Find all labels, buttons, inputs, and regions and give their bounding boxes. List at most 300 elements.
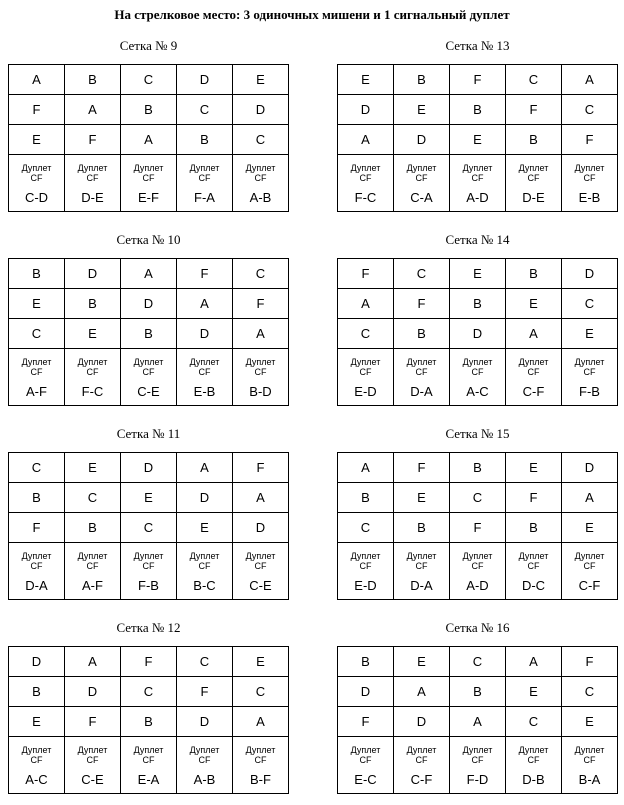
grid-title: Сетка № 11 (116, 426, 181, 441)
duplet-pair: D-B (522, 772, 545, 787)
duplet-label: Дуплет (245, 357, 276, 367)
duplet-pair: D-A (410, 384, 433, 399)
grid-table (337, 646, 618, 794)
target-cell: A (394, 677, 450, 707)
duplet-label: Дуплет (189, 357, 220, 367)
target-row (338, 259, 618, 289)
target-cell: D (65, 259, 121, 289)
duplet-pair: C-E (137, 384, 160, 399)
duplet-cell (65, 543, 121, 600)
target-cell: F (450, 65, 506, 95)
grid-table (8, 258, 289, 406)
duplet-sublabel: CF (254, 561, 267, 571)
duplet-sublabel: CF (359, 173, 372, 183)
duplet-cell (177, 349, 233, 406)
duplet-pair: C-E (81, 772, 104, 787)
target-cell: A (177, 289, 233, 319)
duplet-pair: A-B (193, 772, 216, 787)
target-cell: E (9, 707, 65, 737)
target-cell: D (121, 289, 177, 319)
duplet-label: Дуплет (518, 551, 549, 561)
duplet-sublabel: CF (583, 173, 596, 183)
target-cell: D (562, 453, 618, 483)
duplet-label: Дуплет (518, 163, 549, 173)
target-cell: A (233, 707, 289, 737)
duplet-sublabel: CF (415, 367, 428, 377)
duplet-label: Дуплет (462, 163, 493, 173)
duplet-pair: A-F (82, 578, 103, 593)
duplet-cell (562, 349, 618, 406)
target-cell: C (9, 453, 65, 483)
duplet-pair: F-B (579, 384, 600, 399)
duplet-pair: F-D (466, 772, 489, 787)
target-cell: A (450, 707, 506, 737)
target-cell: A (65, 647, 121, 677)
duplet-pair: B-A (578, 772, 601, 787)
target-cell: C (65, 483, 121, 513)
target-cell: F (9, 513, 65, 543)
target-cell: F (177, 259, 233, 289)
target-row (338, 65, 618, 95)
duplet-sublabel: CF (142, 561, 155, 571)
duplet-cell (65, 349, 121, 406)
duplet-label: Дуплет (406, 745, 437, 755)
duplet-label: Дуплет (245, 551, 276, 561)
duplet-cell (562, 543, 618, 600)
target-cell: C (562, 289, 618, 319)
target-cell: D (338, 95, 394, 125)
grid-title: Сетка № 16 (445, 620, 510, 635)
duplet-pair: C-F (578, 578, 601, 593)
duplet-row (338, 349, 618, 406)
duplet-pair: A-D (466, 190, 489, 205)
duplet-cell (9, 543, 65, 600)
duplet-sublabel: CF (198, 367, 211, 377)
target-cell: A (562, 483, 618, 513)
duplet-label: Дуплет (21, 163, 52, 173)
grid-block (337, 425, 618, 600)
duplet-label: Дуплет (133, 357, 164, 367)
target-cell: A (121, 259, 177, 289)
duplet-sublabel: CF (198, 173, 211, 183)
duplet-cell (233, 543, 289, 600)
target-cell: B (506, 125, 562, 155)
target-cell: B (506, 259, 562, 289)
duplet-sublabel: CF (471, 367, 484, 377)
duplet-pair: E-D (354, 578, 377, 593)
duplet-pair: D-C (521, 578, 546, 593)
duplet-label: Дуплет (350, 357, 381, 367)
duplet-label: Дуплет (245, 163, 276, 173)
duplet-label: Дуплет (77, 357, 108, 367)
duplet-cell (121, 349, 177, 406)
target-row (9, 453, 289, 483)
duplet-cell (394, 155, 450, 212)
target-cell: E (562, 319, 618, 349)
target-cell: B (65, 289, 121, 319)
duplet-pair: A-F (26, 384, 47, 399)
duplet-cell (338, 737, 394, 794)
target-cell: E (121, 483, 177, 513)
duplet-cell (506, 155, 562, 212)
target-row (9, 95, 289, 125)
duplet-row (338, 737, 618, 794)
target-cell: D (9, 647, 65, 677)
target-cell: B (394, 65, 450, 95)
duplet-label: Дуплет (77, 745, 108, 755)
target-cell: F (233, 453, 289, 483)
target-cell: A (338, 125, 394, 155)
grid-table (337, 258, 618, 406)
duplet-sublabel: CF (471, 561, 484, 571)
duplet-cell (338, 349, 394, 406)
target-cell: E (506, 677, 562, 707)
duplet-sublabel: CF (527, 755, 540, 765)
target-cell: A (506, 319, 562, 349)
target-cell: E (394, 483, 450, 513)
duplet-label: Дуплет (189, 551, 220, 561)
target-cell: F (9, 95, 65, 125)
duplet-label: Дуплет (21, 745, 52, 755)
grid-table (8, 452, 289, 600)
target-cell: D (450, 319, 506, 349)
duplet-cell (121, 155, 177, 212)
target-row (338, 453, 618, 483)
duplet-cell (65, 737, 121, 794)
duplet-cell (338, 155, 394, 212)
target-cell: B (177, 125, 233, 155)
target-cell: F (506, 483, 562, 513)
duplet-cell (562, 737, 618, 794)
target-cell: D (233, 95, 289, 125)
duplet-sublabel: CF (142, 367, 155, 377)
duplet-label: Дуплет (462, 357, 493, 367)
target-cell: E (233, 647, 289, 677)
duplet-pair: C-A (410, 190, 433, 205)
duplet-sublabel: CF (142, 755, 155, 765)
duplet-cell (233, 349, 289, 406)
duplet-row (9, 737, 289, 794)
duplet-label: Дуплет (462, 745, 493, 755)
target-cell: C (338, 513, 394, 543)
target-cell: B (338, 483, 394, 513)
duplet-cell (9, 737, 65, 794)
target-cell: B (65, 513, 121, 543)
target-cell: A (562, 65, 618, 95)
target-cell: E (233, 65, 289, 95)
target-cell: E (9, 289, 65, 319)
duplet-label: Дуплет (574, 745, 605, 755)
target-cell: D (65, 677, 121, 707)
grid-title: Сетка № 14 (445, 232, 510, 247)
duplet-cell (338, 543, 394, 600)
target-cell: E (506, 453, 562, 483)
target-cell: D (562, 259, 618, 289)
target-cell: B (450, 95, 506, 125)
target-cell: C (394, 259, 450, 289)
duplet-sublabel: CF (415, 561, 428, 571)
duplet-label: Дуплет (350, 551, 381, 561)
target-row (338, 677, 618, 707)
duplet-label: Дуплет (133, 745, 164, 755)
grid-block (8, 37, 289, 212)
grid-title: Сетка № 10 (116, 232, 181, 247)
duplet-sublabel: CF (142, 173, 155, 183)
target-cell: E (450, 125, 506, 155)
duplet-cell (121, 543, 177, 600)
target-cell: B (65, 65, 121, 95)
duplet-sublabel: CF (86, 755, 99, 765)
target-cell: F (65, 707, 121, 737)
target-cell: F (450, 513, 506, 543)
target-cell: B (121, 319, 177, 349)
duplet-cell (394, 543, 450, 600)
grid-block (337, 37, 618, 212)
target-cell: A (9, 65, 65, 95)
duplet-cell (9, 349, 65, 406)
grid-block (8, 231, 289, 406)
duplet-pair: C-D (24, 190, 49, 205)
duplet-sublabel: CF (198, 561, 211, 571)
duplet-label: Дуплет (574, 357, 605, 367)
target-cell: E (394, 95, 450, 125)
target-cell: F (562, 125, 618, 155)
target-row (338, 513, 618, 543)
target-cell: F (562, 647, 618, 677)
target-cell: A (338, 289, 394, 319)
target-cell: C (233, 125, 289, 155)
duplet-pair: F-A (194, 190, 215, 205)
duplet-pair: A-C (466, 384, 489, 399)
duplet-pair: B-F (250, 772, 271, 787)
duplet-sublabel: CF (86, 173, 99, 183)
target-cell: F (177, 677, 233, 707)
grid-title: Сетка № 9 (119, 38, 178, 53)
grid-table (337, 452, 618, 600)
duplet-sublabel: CF (198, 755, 211, 765)
duplet-pair: C-E (249, 578, 272, 593)
target-row (338, 483, 618, 513)
duplet-cell (562, 155, 618, 212)
target-cell: F (121, 647, 177, 677)
duplet-sublabel: CF (359, 561, 372, 571)
duplet-pair: E-A (137, 772, 160, 787)
duplet-cell (450, 543, 506, 600)
grid-block (337, 619, 618, 794)
duplet-sublabel: CF (254, 173, 267, 183)
target-cell: E (177, 513, 233, 543)
duplet-sublabel: CF (415, 755, 428, 765)
duplet-pair: B-C (193, 578, 216, 593)
duplet-label: Дуплет (406, 163, 437, 173)
duplet-pair: E-C (354, 772, 377, 787)
grid-block (8, 425, 289, 600)
duplet-label: Дуплет (350, 163, 381, 173)
duplet-cell (177, 155, 233, 212)
duplet-sublabel: CF (527, 561, 540, 571)
duplet-label: Дуплет (133, 163, 164, 173)
duplet-label: Дуплет (21, 551, 52, 561)
duplet-sublabel: CF (254, 367, 267, 377)
target-cell: C (450, 647, 506, 677)
target-row (9, 65, 289, 95)
target-cell: C (121, 513, 177, 543)
target-cell: E (562, 707, 618, 737)
target-row (338, 95, 618, 125)
target-cell: E (450, 259, 506, 289)
target-row (338, 647, 618, 677)
duplet-cell (450, 349, 506, 406)
target-cell: C (562, 95, 618, 125)
target-cell: D (177, 319, 233, 349)
target-cell: C (121, 677, 177, 707)
target-cell: B (450, 453, 506, 483)
target-row (9, 513, 289, 543)
duplet-sublabel: CF (30, 755, 43, 765)
duplet-row (338, 543, 618, 600)
duplet-sublabel: CF (30, 367, 43, 377)
target-cell: D (233, 513, 289, 543)
duplet-cell (394, 349, 450, 406)
duplet-pair: B-D (249, 384, 272, 399)
target-row (338, 125, 618, 155)
target-cell: C (233, 677, 289, 707)
duplet-cell (121, 737, 177, 794)
duplet-label: Дуплет (21, 357, 52, 367)
target-cell: B (121, 707, 177, 737)
target-row (338, 289, 618, 319)
duplet-sublabel: CF (527, 173, 540, 183)
duplet-pair: D-E (81, 190, 104, 205)
target-cell: B (9, 677, 65, 707)
duplet-pair: A-D (466, 578, 489, 593)
target-cell: F (394, 453, 450, 483)
duplet-cell (177, 543, 233, 600)
target-cell: B (394, 319, 450, 349)
target-cell: B (9, 483, 65, 513)
target-cell: E (562, 513, 618, 543)
target-cell: B (121, 95, 177, 125)
duplet-row (9, 349, 289, 406)
duplet-pair: C-F (410, 772, 433, 787)
duplet-pair: F-C (354, 190, 377, 205)
target-cell: D (121, 453, 177, 483)
target-cell: E (338, 65, 394, 95)
grid-table (8, 64, 289, 212)
target-cell: B (450, 677, 506, 707)
target-cell: D (338, 677, 394, 707)
duplet-pair: D-E (522, 190, 545, 205)
target-cell: F (506, 95, 562, 125)
target-cell: B (9, 259, 65, 289)
duplet-pair: A-C (25, 772, 48, 787)
duplet-cell (394, 737, 450, 794)
duplet-cell (233, 737, 289, 794)
duplet-sublabel: CF (359, 367, 372, 377)
duplet-label: Дуплет (518, 357, 549, 367)
duplet-sublabel: CF (583, 755, 596, 765)
target-cell: E (506, 289, 562, 319)
duplet-sublabel: CF (471, 173, 484, 183)
duplet-sublabel: CF (30, 561, 43, 571)
duplet-label: Дуплет (574, 163, 605, 173)
duplet-cell (233, 155, 289, 212)
grid-table (337, 64, 618, 212)
target-row (9, 677, 289, 707)
target-cell: D (177, 707, 233, 737)
target-row (9, 707, 289, 737)
target-cell: A (121, 125, 177, 155)
duplet-sublabel: CF (471, 755, 484, 765)
duplet-label: Дуплет (406, 357, 437, 367)
target-cell: E (65, 453, 121, 483)
duplet-cell (506, 737, 562, 794)
target-cell: A (233, 483, 289, 513)
duplet-pair: A-B (249, 190, 272, 205)
target-cell: B (394, 513, 450, 543)
duplet-pair: D-A (25, 578, 48, 593)
target-cell: A (177, 453, 233, 483)
duplet-label: Дуплет (133, 551, 164, 561)
target-cell: C (9, 319, 65, 349)
target-cell: C (450, 483, 506, 513)
duplet-label: Дуплет (245, 745, 276, 755)
target-row (338, 319, 618, 349)
target-cell: C (121, 65, 177, 95)
duplet-sublabel: CF (415, 173, 428, 183)
target-cell: F (65, 125, 121, 155)
duplet-row (9, 543, 289, 600)
target-cell: E (65, 319, 121, 349)
duplet-pair: E-B (578, 190, 601, 205)
target-cell: A (338, 453, 394, 483)
duplet-row (9, 155, 289, 212)
target-cell: C (338, 319, 394, 349)
duplet-label: Дуплет (77, 163, 108, 173)
duplet-cell (506, 349, 562, 406)
target-cell: C (562, 677, 618, 707)
grid-block (337, 231, 618, 406)
duplet-sublabel: CF (86, 561, 99, 571)
target-cell: F (394, 289, 450, 319)
page-title: На стрелковое место: 3 одиночных мишени и 1 сигнальный дуплет (114, 7, 510, 22)
duplet-pair: C-F (522, 384, 545, 399)
target-cell: C (506, 707, 562, 737)
target-cell: D (394, 125, 450, 155)
target-row (338, 707, 618, 737)
target-cell: A (506, 647, 562, 677)
target-row (9, 483, 289, 513)
target-cell: C (506, 65, 562, 95)
target-cell: D (394, 707, 450, 737)
duplet-pair: F-C (81, 384, 104, 399)
target-cell: B (450, 289, 506, 319)
grid-table (8, 646, 289, 794)
duplet-label: Дуплет (518, 745, 549, 755)
duplet-pair: E-B (193, 384, 216, 399)
grid-title: Сетка № 12 (116, 620, 181, 635)
grid-title: Сетка № 15 (445, 426, 510, 441)
target-cell: F (338, 259, 394, 289)
duplet-label: Дуплет (350, 745, 381, 755)
target-row (9, 289, 289, 319)
duplet-label: Дуплет (406, 551, 437, 561)
duplet-cell (506, 543, 562, 600)
duplet-sublabel: CF (254, 755, 267, 765)
target-row (9, 259, 289, 289)
duplet-sublabel: CF (527, 367, 540, 377)
target-cell: A (233, 319, 289, 349)
